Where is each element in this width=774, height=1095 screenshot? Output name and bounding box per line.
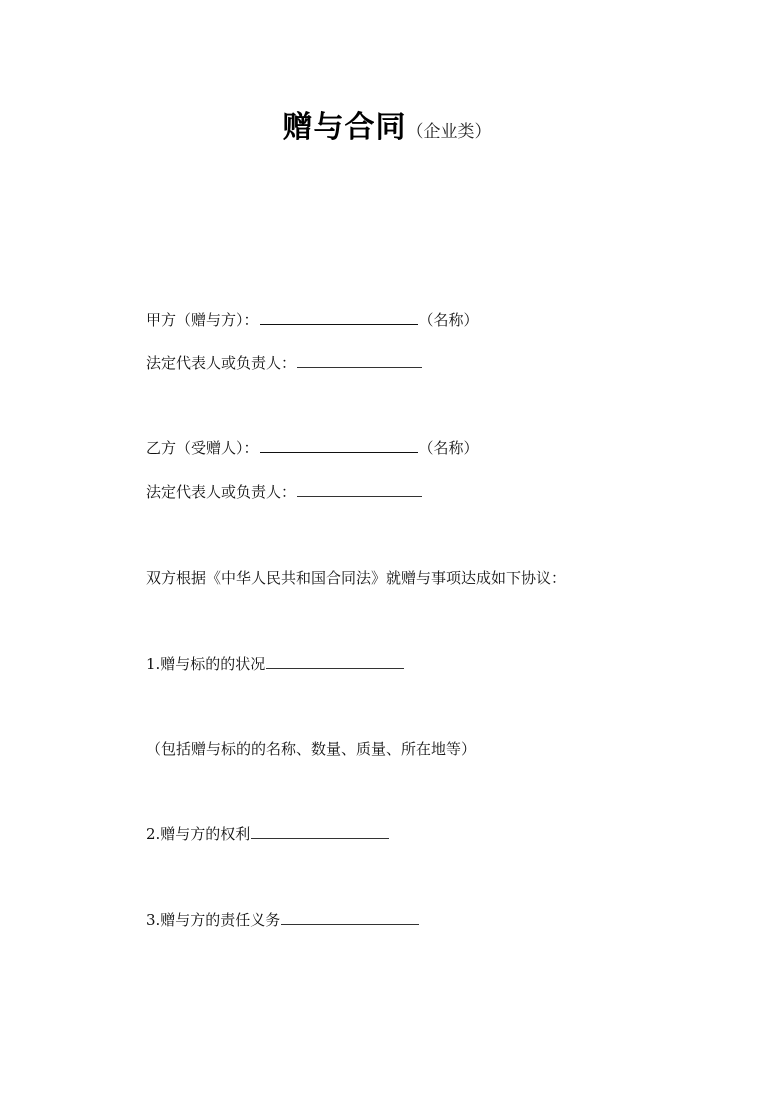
party-b-rep-label: 法定代表人或负责人：: [146, 483, 297, 501]
clause-1-blank[interactable]: [266, 667, 404, 669]
party-b-line: [146, 438, 479, 458]
party-b-rep-blank[interactable]: [297, 495, 422, 497]
clause-1-note: （包括赠与标的的名称、数量、质量、所在地等）: [146, 740, 477, 758]
title-main: 赠与合同: [282, 110, 407, 145]
party-a-name-blank[interactable]: [260, 323, 418, 325]
clause-1: [146, 654, 405, 674]
title-subtitle: （企业类）: [406, 122, 492, 142]
clause-3-label: 3.赠与方的责任义务: [146, 911, 281, 929]
document-title: [0, 102, 774, 146]
party-b-label: 乙方（受赠人）：: [146, 439, 259, 457]
preamble: 双方根据《中华人民共和国合同法》就赠与事项达成如下协议：: [146, 569, 567, 587]
party-b-suffix: （名称）: [418, 439, 479, 457]
party-b-name-blank[interactable]: [260, 451, 418, 453]
clause-1-label: 1.赠与标的的状况: [146, 655, 266, 673]
party-a-rep-blank[interactable]: [297, 366, 422, 368]
party-a-suffix: （名称）: [418, 311, 479, 329]
party-a-label: 甲方（赠与方）：: [146, 311, 259, 329]
clause-2-blank[interactable]: [251, 837, 389, 839]
clause-2-label: 2.赠与方的权利: [146, 825, 251, 843]
clause-2: [146, 824, 390, 844]
party-a-rep-label: 法定代表人或负责人：: [146, 354, 297, 372]
clause-3: [146, 910, 420, 930]
party-a-line: [146, 310, 479, 330]
party-b-rep-line: [146, 482, 423, 502]
clause-3-blank[interactable]: [281, 923, 419, 925]
party-a-rep-line: [146, 353, 423, 373]
